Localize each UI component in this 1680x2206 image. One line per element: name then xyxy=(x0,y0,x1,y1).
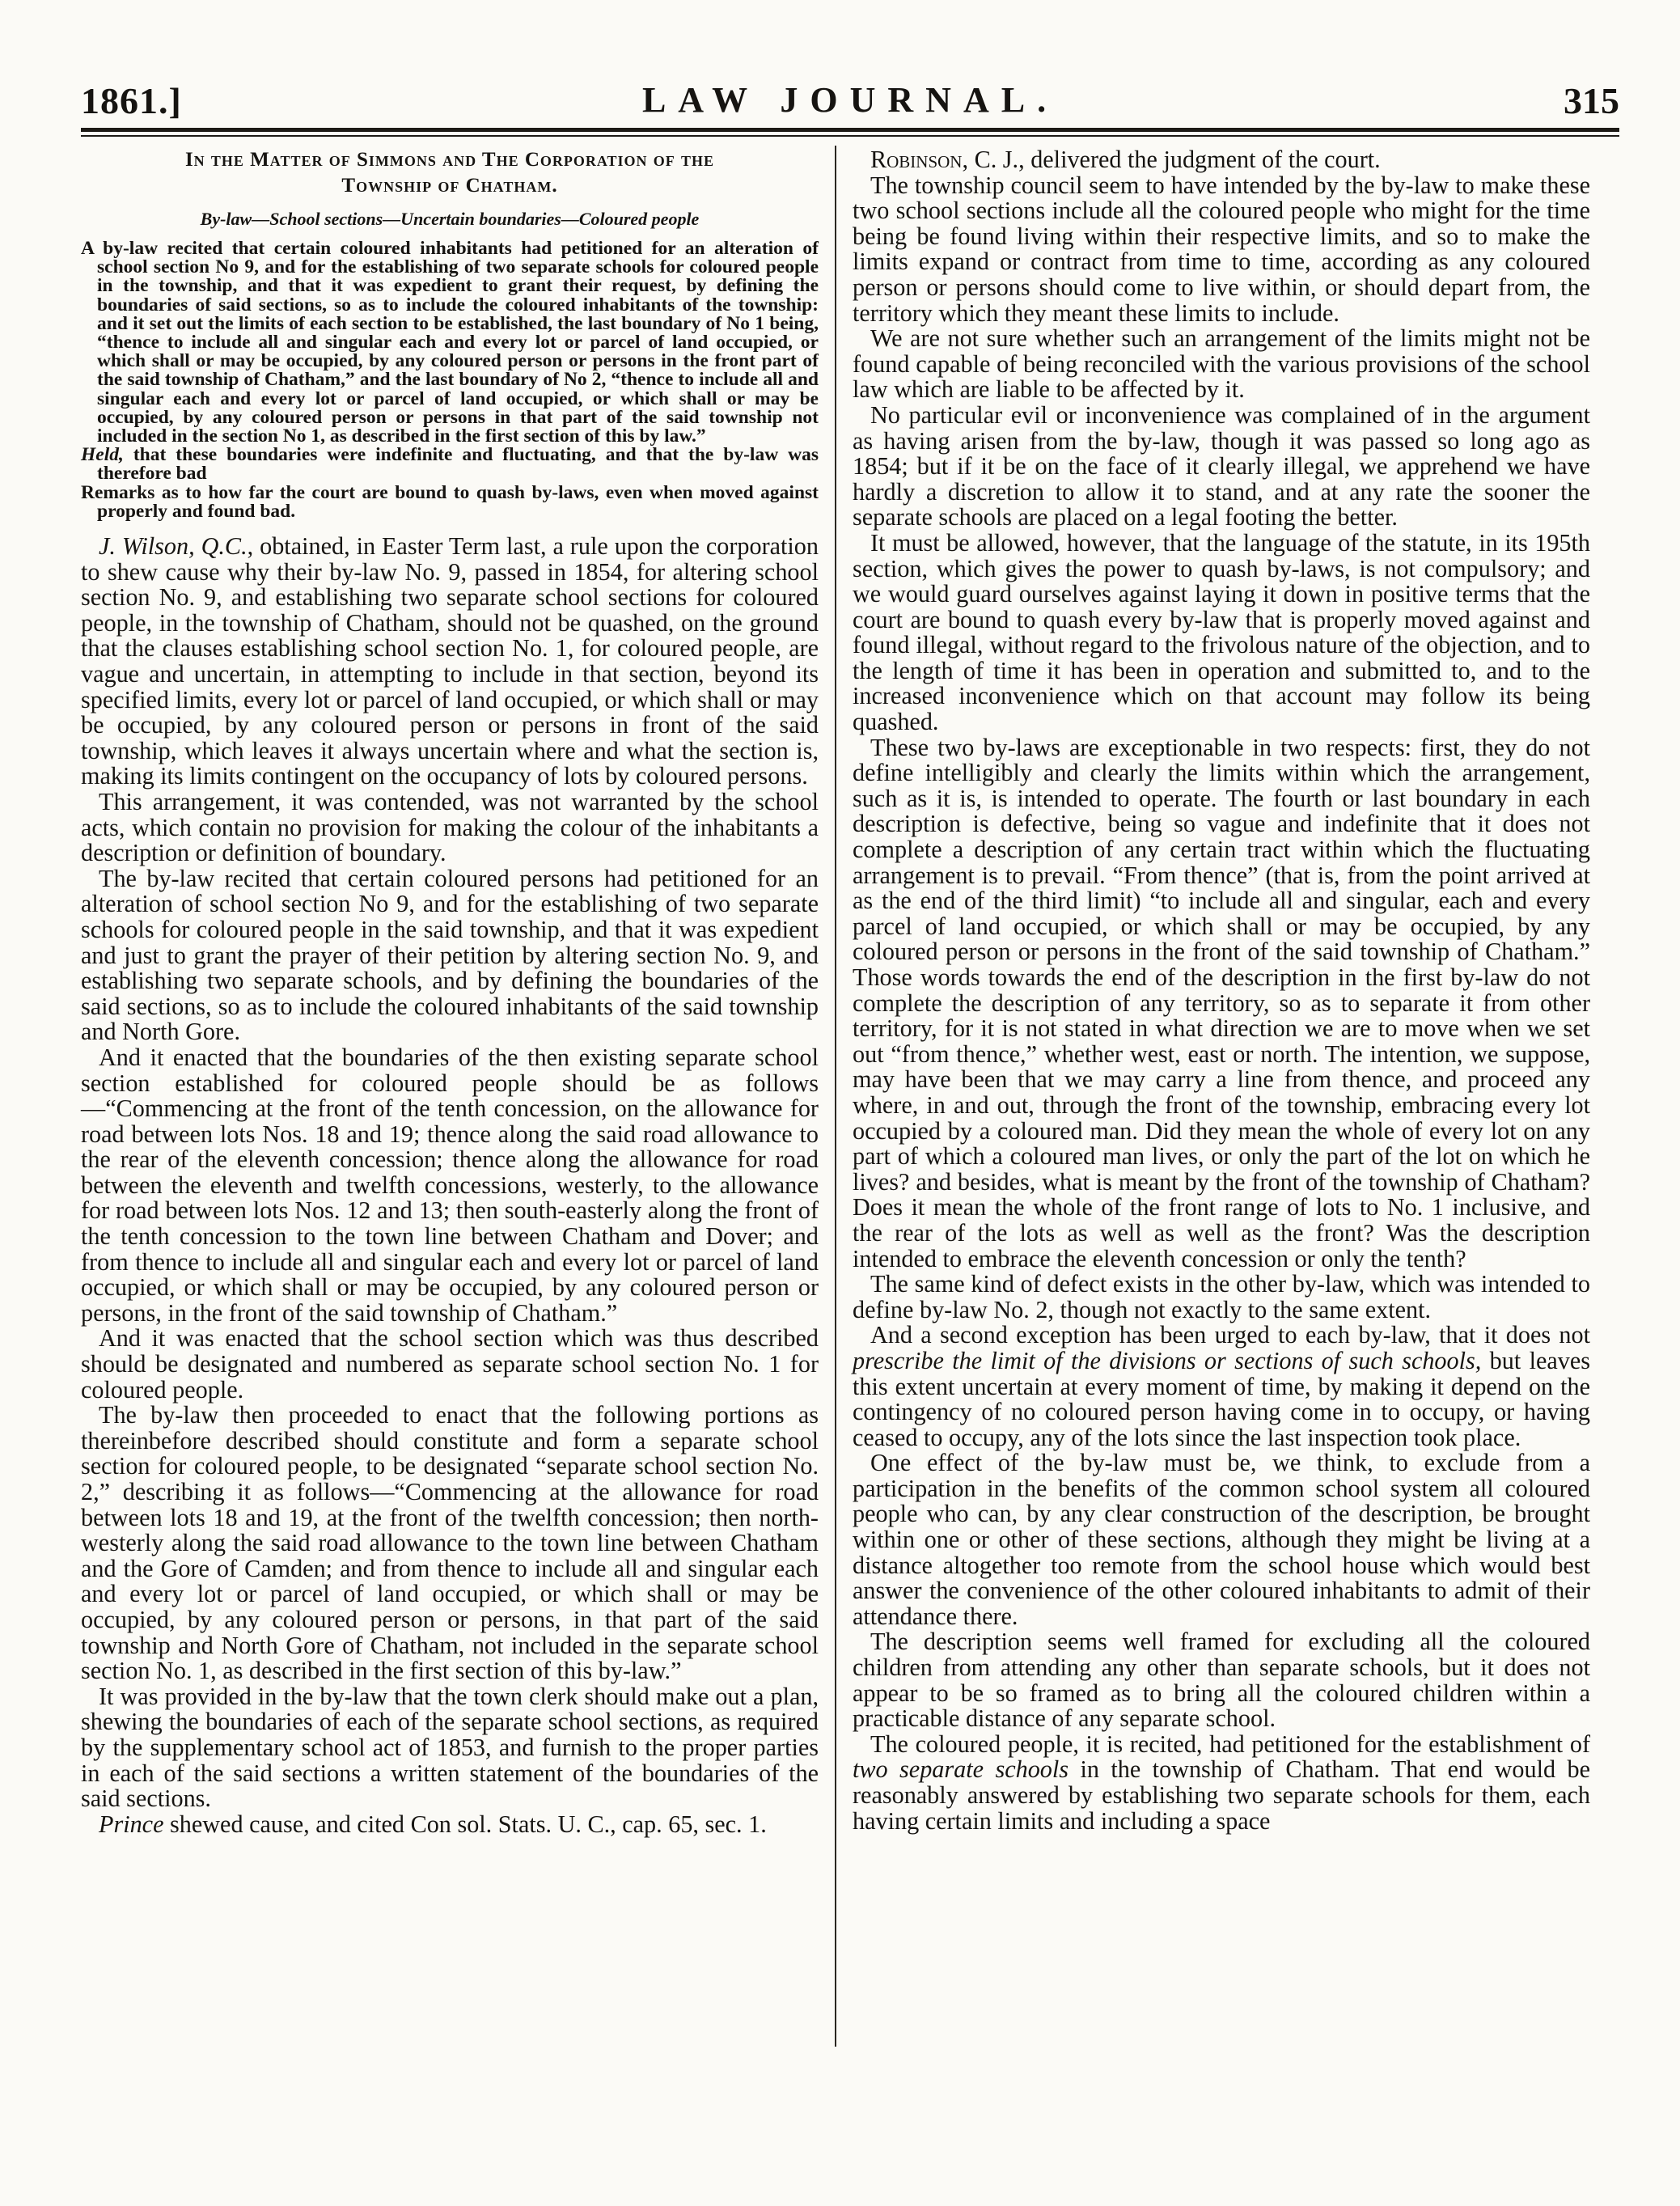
year-label: 1861.] xyxy=(81,80,182,121)
paragraph: And it enacted that the boundaries of the then existing separate school section established for coloured people should be as follows —“Commencing at the front of the tenth concession, on the allowance for road between lots Nos. 18 and 19; thence along the said road allowance to the rear of the eleventh concession; thence along the allowance for road between the eleventh and twelfth concessions, westerly, to the allowance for road between lots Nos. 12 and 13; then south-easterly along the front of the tenth concession to the town line between Chatham and Dover; and from thence to include all and singular each and every lot or parcel of land occupied, or which shall or may be occupied, by any coloured person or persons, in the front of the said township of Chatham.” xyxy=(81,1043,819,1327)
paragraph: The township council seem to have intended by the by-law to make these two school sections include all the coloured people who might for the time being be found living within their respective limits, and so to make the limits expand or contract from time to time, according as any coloured person or persons should come to live within, or should depart from, the territory which they meant these limits to include. xyxy=(853,171,1590,327)
paragraph: The by-law then proceeded to enact that the following portions as thereinbefore described should constitute and form a separate school section for coloured people, to be designated “separate school section No. 2,” describing it as follows—“Commencing at the allowance for road between lots 18 and 19, at the front of the twelfth concession; then north-westerly along the said road allowance to the town line between Chatham and the Gore of Camden; and from thence to include all and singular each and every lot or parcel of land occupied, or which shall or may be occupied, by any coloured person or persons, in that part of the said township and North Gore of Chatham, not included in the separate school section No. 1, as described in the first section of this by-law.” xyxy=(81,1401,819,1685)
right-column xyxy=(853,147,1590,1834)
paragraph xyxy=(81,1812,819,1838)
column-divider xyxy=(835,146,836,2047)
headnote-remarks: Remarks as to how far the court are bound to quash by-laws, even when moved against properly and found bad. xyxy=(81,481,819,522)
left-column xyxy=(81,147,819,1837)
paragraph-text: shewed cause, and cited Con sol. Stats. U. C., cap. 65, sec. 1. xyxy=(163,1810,767,1838)
running-head xyxy=(81,79,1619,128)
paragraph: The by-law recited that certain coloured persons had petitioned for an alteration of school section No 9, and for the establishing of two separate schools for coloured people in the said township, and that it was expedient and just to grant the prayer of their petition by altering section No. 9, and establishing two separate schools, and by defining the boundaries of the said sections, so as to include the coloured inhabitants of the said township and North Gore. xyxy=(81,864,819,1046)
case-title xyxy=(81,147,819,199)
paragraph: It must be allowed, however, that the language of the statute, in its 195th section, which gives the power to quash by-laws, is not compulsory; and we would guard ourselves against laying it down in positive terms that the court are bound to quash every by-law that is properly moved against and found illegal, without regard to the frivolous nature of the objection, and to the length of time it has been in operation and submitted to, and to the increased inconvenience which on that account may follow its being quashed. xyxy=(853,528,1590,736)
paragraph: No particular evil or inconvenience was complained of in the argument as having arisen from the by-law, though it was passed so long ago as 1854; but if it be on the face of it clearly illegal, we apprehend we have hardly a discretion to allow it to stand, and at any rate the sooner the separate schools are placed on a legal footing the better. xyxy=(853,400,1590,531)
paragraph-text: , obtained, in Easter Term last, a rule upon the corporation to shew cause why their by-law No. 9, passed in 1854, for altering school section No. 9, and establishing two separate school sections for coloured people, in the township of Chatham, should not be quashed, on the ground that the clauses establishing school section No. 1, for coloured people, are vague and uncertain, in attempting to include in that section, beyond its specified limits, every lot or parcel of land occupied, or which shall or may be occupied, by any coloured person or persons in front of the said township, which leaves it always uncertain where and what the section is, making its limits contingent on the occupancy of lots by coloured persons. xyxy=(81,532,819,790)
headnote: A by-law recited that certain coloured inhabitants had petitioned for an alteration of school section No 9, and for the establishing of two separate schools for coloured people in the township, and that it was expedient to grant their request, by defining the boundaries of said sections, so as to include the coloured inhabitants of the township: and it set out the limits of each section to be established, the last boundary of No 1 being, “thence to include all and singular each and every lot or parcel of land occupied, or which shall or may be occupied, by any coloured person or persons in the front part of the said township of Chatham,” and the last boundary of No 2, “thence to include all and singular each and every lot or parcel of land occupied, or which shall or may be occupied, by any coloured person or persons in that part of the said township not included in the section No 1, as described in the first section of this by law.” xyxy=(81,238,819,447)
counsel-name: J. Wilson, Q.C. xyxy=(99,532,248,561)
paragraph-text: The coloured people, it is recited, had petitioned for the establishment of xyxy=(870,1730,1590,1758)
held-label: Held, xyxy=(81,444,124,466)
case-title-line: Township of Chatham. xyxy=(341,175,558,197)
paragraph-text: but leaves this extent uncertain at every moment of time, by making it depend on the contingency of no coloured person having come in to occupy, or having ceased to occupy, any of the lots since the last inspection took place. xyxy=(853,1346,1591,1451)
catchwords: By-law—School sections—Uncertain boundaries—Coloured people xyxy=(200,209,700,229)
paragraph-text: , delivered the judgment of the court. xyxy=(1018,146,1381,173)
paragraph: The same kind of defect exists in the other by-law, which was intended to define by-law No. 2, though not exactly to the same extent. xyxy=(853,1270,1590,1323)
judge-name: Robinson, C. J. xyxy=(870,146,1019,173)
emphasis-text: prescribe the limit of the divisions or sections of such schools, xyxy=(853,1346,1482,1374)
paragraph: And it was enacted that the school section which was thus described should be designated and numbered as separate school section No. 1 for coloured people. xyxy=(81,1324,819,1404)
paragraph: The description seems well framed for excluding all the coloured children from attending any other than separate schools, but it does not appear to be so framed as to bring all the coloured children within a practicable distance of any separate school. xyxy=(853,1628,1590,1733)
case-title-line: In the Matter of Simmons and The Corporation of the xyxy=(184,149,715,171)
journal-title: LAW JOURNAL. xyxy=(641,80,1059,120)
paragraph-text: in the township of Chatham. That end would be reasonably answered by establishing two separate schools for them, each having certain limits and including a space xyxy=(853,1755,1590,1835)
paragraph xyxy=(81,534,819,790)
paragraph xyxy=(853,1732,1590,1834)
held-text: that these boundaries were indefinite and fluctuating, and that the by-law was therefore bad xyxy=(97,444,819,485)
headnote-held xyxy=(81,446,819,483)
paragraph: One effect of the by-law must be, we think, to exclude from a participation in the benefits of the common school system all coloured people who can, by any clear construction of the description, be brought within one or other of these sections, although they might be living at a distance altogether too remote from the school house which would best answer the convenience of the other coloured inhabitants to admit of their attendance there. xyxy=(853,1449,1590,1630)
paragraph: It was provided in the by-law that the town clerk should make out a plan, shewing the boundaries of each of the separate school sections, as required by the supplementary school act of 1853, and furnish to the proper parties in each of the said sections a written statement of the boundaries of the said sections. xyxy=(81,1682,819,1813)
paragraph xyxy=(853,1323,1590,1450)
paragraph xyxy=(853,147,1590,173)
paragraph: We are not sure whether such an arrangement of the limits might not be found capable of being reconciled with the various provisions of the school law which are liable to be affected by it. xyxy=(853,324,1590,404)
paragraph: These two by-laws are exceptionable in two respects: first, they do not define intelligibly and clearly the limits within which the arrangement, such as it is, is intended to operate. The fourth or last boundary in each description is defective, being so vague and indefinite that it does not complete a description of any certain tract within which the fluctuating arrangement is to prevail. “From thence” (that is, from the point arrived at as the end of the third limit) “to include all and singular, each and every parcel of land occupied, or which shall or may be occupied, by any coloured person or persons in the front of the said township of Chatham.” Those words towards the end of the description in the first by-law do not complete the description of any territory, so as to separate it from other territory, for it is not stated in what direction we are to move when we set out “from thence,” whether west, east or north. The intention, we suppose, may have been that we may carry a line from thence, and proceed any where, in and out, through the front of the township, embracing every lot occupied by a coloured man. Did they mean the whole of every lot on any part of which a coloured man lives, or only the part of the lot on which he lives? and besides, what is meant by the front of the township of Chatham? Does it mean the whole of the front range of lots to No. 1 inclusive, and the rear of the lots as well as well as the front? Was the description intended to embrace the eleventh concession or only the tenth? xyxy=(853,733,1590,1272)
paragraph: This arrangement, it was contended, was not warranted by the school acts, which contain no provision for making the colour of the inhabitants a description or definition of boundary. xyxy=(81,787,819,867)
emphasis-text: two separate schools xyxy=(853,1755,1069,1784)
paragraph-text: And a second exception has been urged to each by-law, that it does not xyxy=(870,1321,1590,1349)
header-rule xyxy=(81,128,1619,132)
counsel-name: Prince xyxy=(99,1810,164,1838)
header-rule-thin xyxy=(81,135,1619,137)
page-number: 315 xyxy=(1564,80,1619,121)
